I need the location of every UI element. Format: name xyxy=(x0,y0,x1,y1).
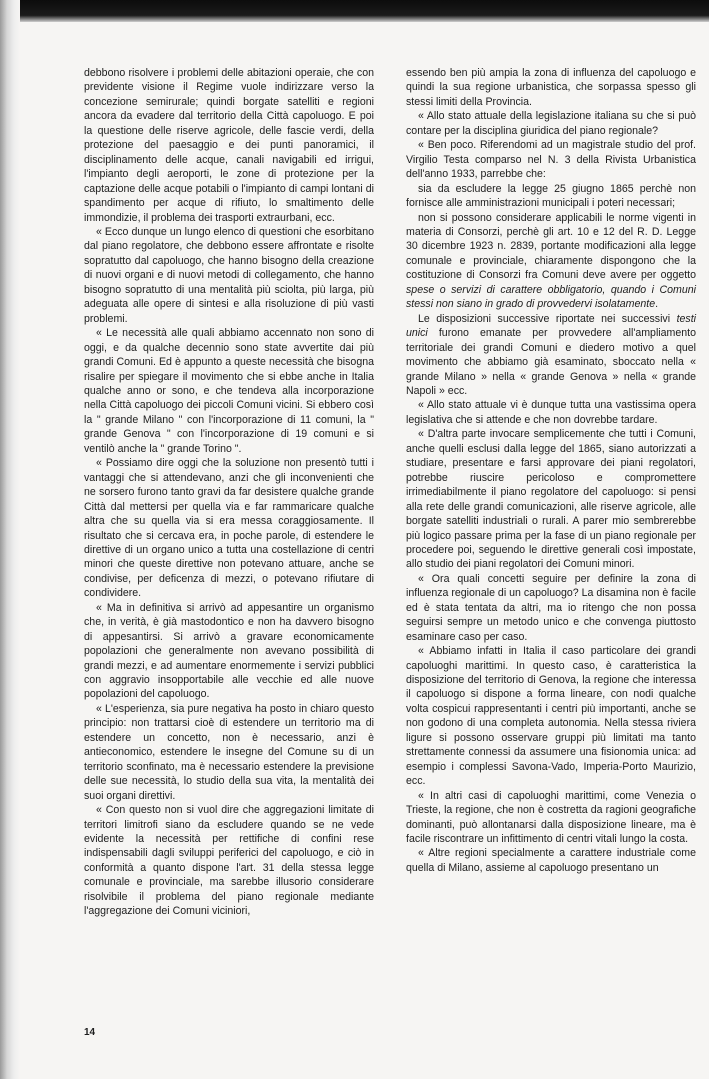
paragraph xyxy=(84,601,374,702)
right-text-column xyxy=(406,66,696,875)
paragraph-text: non si possono considerare applicabili le norme vigenti in materia di Consorzi, perchè gli art. 10 e 12 del R. D. Legge 30 dicembre 1923 n. 2839, portante modificazioni alla legge comunale e provinciale, chiaramente dispongono che la costituzione di Consorzi fra Comuni deve avere per oggetto xyxy=(406,211,696,282)
paragraph-text: Le disposizioni successive riportate nei successivi xyxy=(418,312,677,325)
paragraph xyxy=(406,109,696,138)
paragraph-text-tail: furono emanate per provvedere all'ampliamento territoriale dei grandi Comuni e diedero motivo a quel movimento che abbiamo già esaminato, sboccato nella « grande Milano » nella « grande Genova » nella « grande Napoli » ecc. xyxy=(406,327,696,397)
paragraph-text: essendo ben più ampia la zona di influenza del capoluogo e quindi la sua regione urbanistica, che sorpassa spesso gli stessi limiti della Provincia. xyxy=(406,67,696,108)
paragraph xyxy=(406,846,696,875)
paragraph xyxy=(84,326,374,456)
italic-text: spese o servizi di carattere obbligatorio, quando i Comuni stessi non siano in grado di provvedervi isolatamente xyxy=(406,283,696,311)
paragraph xyxy=(406,211,696,312)
paragraph-text: « In altri casi di capoluoghi marittimi, come Venezia o Trieste, la regione, che non è costretta da ragioni geografiche dominanti, può allontanarsi dalla disposizione lineare, ma è facile riscontrare un infittimento di centri vitali lungo la costa. xyxy=(406,789,696,846)
paragraph xyxy=(406,182,696,211)
paragraph-text: « Ma in definitiva si arrivò ad appesantire un organismo che, in verità, è già mastodontico e non ha davvero bisogno di appesantirsi. Si arrivò a gravare economicamente popolazioni che generalmente non avevano possibilità di grandi mezzi, e ad aumentare enormemente i servizi pubblici con aggravio insopportabile alle vecchie ed alle nuove popolazioni del capoluogo. xyxy=(84,601,374,701)
paragraph xyxy=(84,702,374,803)
paragraph-text-tail: . xyxy=(655,298,659,311)
paragraph xyxy=(84,456,374,601)
page-number: 14 xyxy=(84,1027,96,1038)
paragraph-text: « Altre regioni specialmente a carattere industriale come quella di Milano, assieme al capoluogo presentano un xyxy=(406,847,696,874)
paragraph xyxy=(406,398,696,427)
paragraph-text: « Ora quali concetti seguire per definire la zona di influenza regionale di un capoluogo? La disamina non è facile ed è stata tentata da altri, ma io ritengo che non possa seguirsi sempre un metodo unico e che convenga piuttosto esaminare caso per caso. xyxy=(406,572,696,643)
left-text-column xyxy=(84,66,374,919)
paragraph xyxy=(406,427,696,572)
italic-text: testi unici xyxy=(406,312,696,340)
paragraph-text: « Le necessità alle quali abbiamo accennato non sono di oggi, e da qualche decennio sono state avvertite dai più grandi Comuni. Ed è appunto a queste necessità che bisogna risalire per spiegare il movimento che si ebbe anche in Italia qualche anno or sono, e che tendeva alla incorporazione nella Città capoluogo dei piccoli Comuni vicini. Si ebbero così la " grande Milano " con l'incorporazione di 11 comuni, la " grande Genova " con l'incorporazione di 19 comuni e si ventilò anche la " grande Torino ". xyxy=(84,327,374,455)
paragraph xyxy=(406,572,696,644)
paragraph-text: « Allo stato attuale della legislazione italiana su che si può contare per la disciplina giuridica del piano regionale? xyxy=(406,110,696,137)
paragraph-text: debbono risolvere i problemi delle abitazioni operaie, che con previdente visione il Regime vuole indirizzare verso la concezione semirurale; quindi borgate satelliti e regioni ancora da evadere dal territorio della Città capoluogo. E poi la questione delle riserve agricole, delle fascie verdi, della protezione del paesaggio e dei punti panoramici, il disciplinamento delle acque, canali navigabili ed irrigui, l'impianto degli aeroporti, le zone di protezione per la captazione delle acque potabili o l'impianto di campi lontani di spandimento per acque di rifiuto, lo smaltimento delle immondizie, il problema dei trasporti extraurbani, ecc. xyxy=(84,67,374,224)
paragraph xyxy=(406,138,696,181)
binding-spine-shadow xyxy=(0,0,20,1079)
paragraph xyxy=(406,789,696,847)
paragraph-text: « Ben poco. Riferendomi ad un magistrale studio del prof. Virgilio Testa comparso nel N. 3 della Rivista Urbanistica dell'anno 1933, parrebbe che: xyxy=(406,139,696,181)
paragraph xyxy=(84,803,374,919)
scan-top-edge xyxy=(0,0,709,22)
paragraph xyxy=(406,66,696,109)
paragraph-text: « Possiamo dire oggi che la soluzione non presentò tutti i vantaggi che si attendevano, anzi che gli inconvenienti che ne sorsero furono tanto gravi da far desistere qualche grande Città dal mettersi per quella via e far rammaricare qualche altra che su quella via si era messa coraggiosamente. Il risultato che si cercava era, in poche parole, di estendere le direttive di un organo unico a tutta una costellazione di centri minori che queste direttive non potevano attuare, anche se condivise, per deficenza di mezzi, o potevano rifiutare di condividere. xyxy=(84,457,374,600)
paragraph xyxy=(406,312,696,399)
paragraph xyxy=(406,644,696,789)
paragraph-text: « L'esperienza, sia pure negativa ha posto in chiaro questo principio: non trattarsi cioè di estendere un territorio ma di estendere un concetto, non è necessario, anzi è antieconomico, estendere le insegne del Comune su di un territorio sconfinato, ma è necessario estendere la previsione delle sue necessità, lo studio della sua vita, la mentalità dei suoi organi direttivi. xyxy=(84,702,374,802)
paragraph-text: « Abbiamo infatti in Italia il caso particolare dei grandi capoluoghi marittimi. In questo caso, è caratteristica la disposizione del territorio di Genova, la regione che interessa il capoluogo si dispone a forma lineare, con nodi qualche volta cospicui rappresentanti i centri più importanti, anche se non godono di una completa autonomia. Nella stessa riviera ligure si possono osservare gruppi più limitati ma tanto strettamente connessi da assumere una fisionomia unica: ad esempio i complessi Savona-Vado, Imperia-Porto Maurizio, ecc. xyxy=(406,645,696,788)
paragraph-text: « Ecco dunque un lungo elenco di questioni che esorbitano dal piano regolatore, che debbono essere affrontate e risolte sopratutto dal capoluogo, che hanno bisogno della creazione di nuovi organi e di nuovi metodi di collegamento, che hanno bisogno sopratutto di una mentalità più sciolta, più larga, più adeguata alle opere di sintesi e alla risoluzione di più vasti problemi. xyxy=(84,225,374,325)
paragraph-text: sia da escludere la legge 25 giugno 1865 perchè non fornisce alle amministrazioni municipali i poteri necessari; xyxy=(406,182,696,210)
paragraph-text: « Allo stato attuale vi è dunque tutta una vastissima opera legislativa che si attende e che non dovrebbe tardare. xyxy=(406,399,696,426)
paragraph xyxy=(84,225,374,326)
paragraph-text: « Con questo non si vuol dire che aggregazioni limitate di territori limitrofi siano da escludere quando se ne vede evidente la necessità per rettifiche di confini rese indispensabili dagli sviluppi periferici del capoluogo, e ciò in conformità a quanto dispone l'art. 31 della stessa legge comunale e provinciale, ma sarebbe illusorio considerare risolvibile il problema del piano regionale mediante l'aggregazione dei Comuni viciniori, xyxy=(84,804,374,918)
paragraph-text: « D'altra parte invocare semplicemente che tutti i Comuni, anche quelli esclusi dalla legge del 1865, siano autorizzati a studiare, presentare e farsi approvare dei piani regolatori, potrebbe riuscire pericoloso e compromettere irrimediabilmente il piano regolatore del capoluogo: si pensi alla rete delle grandi comunicazioni, alle riserve agricole, alle borgate satelliti industriali o rurali. A parer mio sembrerebbe più logico passare prima per la fase di un piano regionale per procedere poi, seguendo le direttive generali così impostate, allo studio dei piani regolatori dei Comuni minori. xyxy=(406,428,696,571)
paragraph xyxy=(84,66,374,225)
